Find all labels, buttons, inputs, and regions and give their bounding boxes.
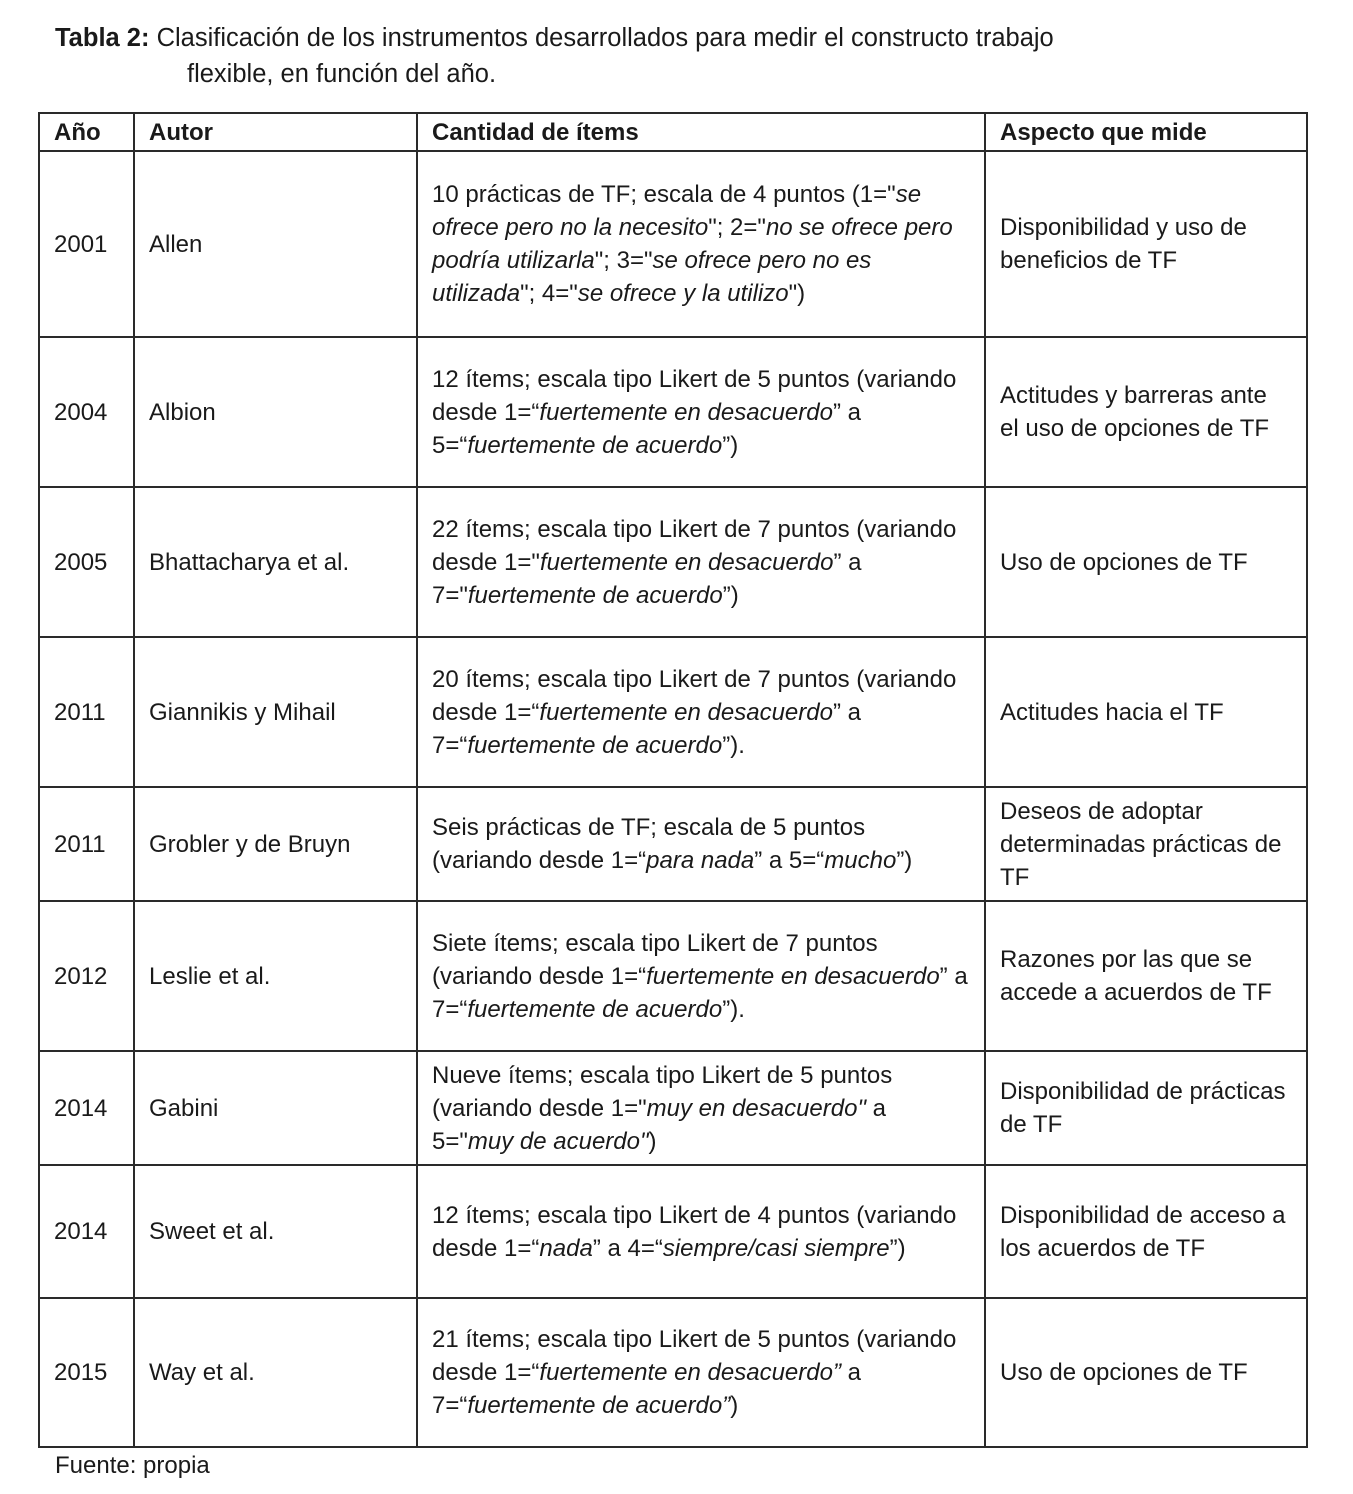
header-items: Cantidad de ítems <box>417 113 985 151</box>
items-text-italic: fuertemente en desacuerdo <box>539 548 834 576</box>
cell-items <box>417 901 985 1051</box>
items-text: ” a 5=“ <box>754 847 825 874</box>
cell-year: 2011 <box>39 637 134 787</box>
items-text-italic: se ofrece y la utilizo <box>577 280 789 307</box>
caption-line-1: Clasificación de los instrumentos desarrollados para medir el constructo trabajo <box>156 24 1054 52</box>
items-text: 21 ítems; escala tipo Likert de 5 puntos (variando desde 1=“ <box>432 1326 957 1386</box>
items-text: "; 2=" <box>708 214 766 241</box>
items-text-italic: para nada <box>646 847 755 874</box>
cell-items <box>417 1165 985 1298</box>
items-text: ”). <box>722 995 745 1023</box>
items-text-italic: fuertemente de acuerdo <box>467 995 723 1023</box>
cell-aspect: Actitudes y barreras ante el uso de opciones de TF <box>985 337 1307 487</box>
cell-author: Giannikis y Mihail <box>134 637 417 787</box>
table-row <box>39 337 1307 487</box>
items-text-italic: fuertemente de acuerdo <box>467 731 723 759</box>
cell-year: 2004 <box>39 337 134 487</box>
cell-aspect: Disponibilidad y uso de beneficios de TF <box>985 151 1307 337</box>
table-row <box>39 1165 1307 1298</box>
items-text-italic: fuertemente en desacuerdo” <box>539 1359 841 1386</box>
items-text: ” a 7=“ <box>432 962 968 1023</box>
cell-year: 2014 <box>39 1165 134 1298</box>
cell-author: Allen <box>134 151 417 337</box>
source-note: Fuente: propia <box>55 1452 210 1479</box>
cell-items <box>417 337 985 487</box>
cell-year: 2005 <box>39 487 134 637</box>
table-row <box>39 1298 1307 1447</box>
table-row <box>39 487 1307 637</box>
items-text: ”) <box>889 1234 906 1262</box>
items-text-italic: fuertemente de acuerdo <box>467 431 723 459</box>
cell-items <box>417 637 985 787</box>
cell-author: Leslie et al. <box>134 901 417 1051</box>
caption-line-2: flexible, en función del año. <box>187 60 497 88</box>
cell-aspect: Disponibilidad de acceso a los acuerdos de TF <box>985 1165 1307 1298</box>
items-text: ”) <box>722 431 739 459</box>
table-row <box>39 901 1307 1051</box>
cell-author: Gabini <box>134 1051 417 1165</box>
cell-aspect: Actitudes hacia el TF <box>985 637 1307 787</box>
table-row <box>39 637 1307 787</box>
items-text: ”). <box>722 731 745 759</box>
items-text: ” a 7=" <box>432 548 862 609</box>
items-text: ” a 7=“ <box>432 698 861 759</box>
cell-aspect: Deseos de adoptar determinadas prácticas de TF <box>985 787 1307 901</box>
items-text: 20 ítems; escala tipo Likert de 7 puntos (variando desde 1=“ <box>432 665 957 726</box>
items-text: ”) <box>722 581 739 609</box>
items-text: 22 ítems; escala tipo Likert de 7 puntos (variando desde 1=" <box>432 515 957 576</box>
items-text-italic: no se ofrece pero podría utilizarla <box>432 214 953 274</box>
items-text-italic: se ofrece pero no la necesito <box>432 181 922 241</box>
cell-author: Grobler y de Bruyn <box>134 787 417 901</box>
items-text: ”) <box>896 847 913 874</box>
items-text: "; 4=" <box>520 280 578 307</box>
items-text-italic: fuertemente en desacuerdo <box>646 962 940 990</box>
cell-author: Way et al. <box>134 1298 417 1447</box>
instruments-table <box>38 112 1308 1448</box>
cell-aspect: Uso de opciones de TF <box>985 487 1307 637</box>
items-text-italic: se ofrece pero no es utilizada <box>432 247 872 307</box>
cell-year: 2014 <box>39 1051 134 1165</box>
table-row <box>39 787 1307 901</box>
items-text: ") <box>788 280 806 307</box>
header-year: Año <box>39 113 134 151</box>
cell-items <box>417 487 985 637</box>
cell-aspect: Uso de opciones de TF <box>985 1298 1307 1447</box>
cell-year: 2011 <box>39 787 134 901</box>
items-text-italic: fuertemente en desacuerdo <box>539 698 833 726</box>
items-text: Seis prácticas de TF; escala de 5 puntos (variando desde 1=“ <box>432 814 866 874</box>
items-text-italic: siempre/casi siempre <box>662 1234 890 1262</box>
table-body <box>39 151 1307 1447</box>
cell-aspect: Disponibilidad de prácticas de TF <box>985 1051 1307 1165</box>
items-text-italic: mucho <box>824 847 897 874</box>
items-text: ) <box>648 1127 657 1155</box>
caption-label: Tabla 2: <box>55 24 150 52</box>
items-text-italic: nada <box>539 1234 593 1262</box>
cell-author: Bhattacharya et al. <box>134 487 417 637</box>
cell-author: Albion <box>134 337 417 487</box>
header-author: Autor <box>134 113 417 151</box>
table-row <box>39 151 1307 337</box>
cell-year: 2001 <box>39 151 134 337</box>
items-text: Nueve ítems; escala tipo Likert de 5 puntos (variando desde 1=" <box>432 1061 893 1122</box>
items-text: 12 ítems; escala tipo Likert de 5 puntos (variando desde 1=“ <box>432 365 957 426</box>
items-text: "; 3=" <box>594 247 653 274</box>
items-text-italic: muy en desacuerdo" <box>646 1094 866 1122</box>
items-text: ) <box>730 1392 739 1419</box>
header-aspect: Aspecto que mide <box>985 113 1307 151</box>
items-text-italic: fuertemente de acuerdo <box>467 581 723 609</box>
cell-year: 2012 <box>39 901 134 1051</box>
items-text: 10 prácticas de TF; escala de 4 puntos (1=" <box>432 181 896 208</box>
cell-items <box>417 1298 985 1447</box>
items-text: Siete ítems; escala tipo Likert de 7 puntos (variando desde 1=“ <box>432 929 878 990</box>
items-text-italic: fuertemente en desacuerdo <box>539 398 833 426</box>
cell-items <box>417 151 985 337</box>
items-text: ” a 4=“ <box>592 1234 663 1262</box>
cell-items <box>417 787 985 901</box>
table-row <box>39 1051 1307 1165</box>
items-text: a 5=" <box>432 1094 887 1155</box>
cell-aspect: Razones por las que se accede a acuerdos de TF <box>985 901 1307 1051</box>
header-row <box>39 113 1307 151</box>
table-caption <box>55 20 1295 92</box>
items-text: 12 ítems; escala tipo Likert de 4 puntos (variando desde 1=“ <box>432 1201 957 1262</box>
items-text: ” a 5=“ <box>432 398 861 459</box>
cell-author: Sweet et al. <box>134 1165 417 1298</box>
cell-year: 2015 <box>39 1298 134 1447</box>
cell-items <box>417 1051 985 1165</box>
items-text-italic: fuertemente de acuerdo” <box>467 1392 731 1419</box>
items-text: a 7=“ <box>432 1359 861 1419</box>
items-text-italic: muy de acuerdo" <box>467 1127 649 1155</box>
